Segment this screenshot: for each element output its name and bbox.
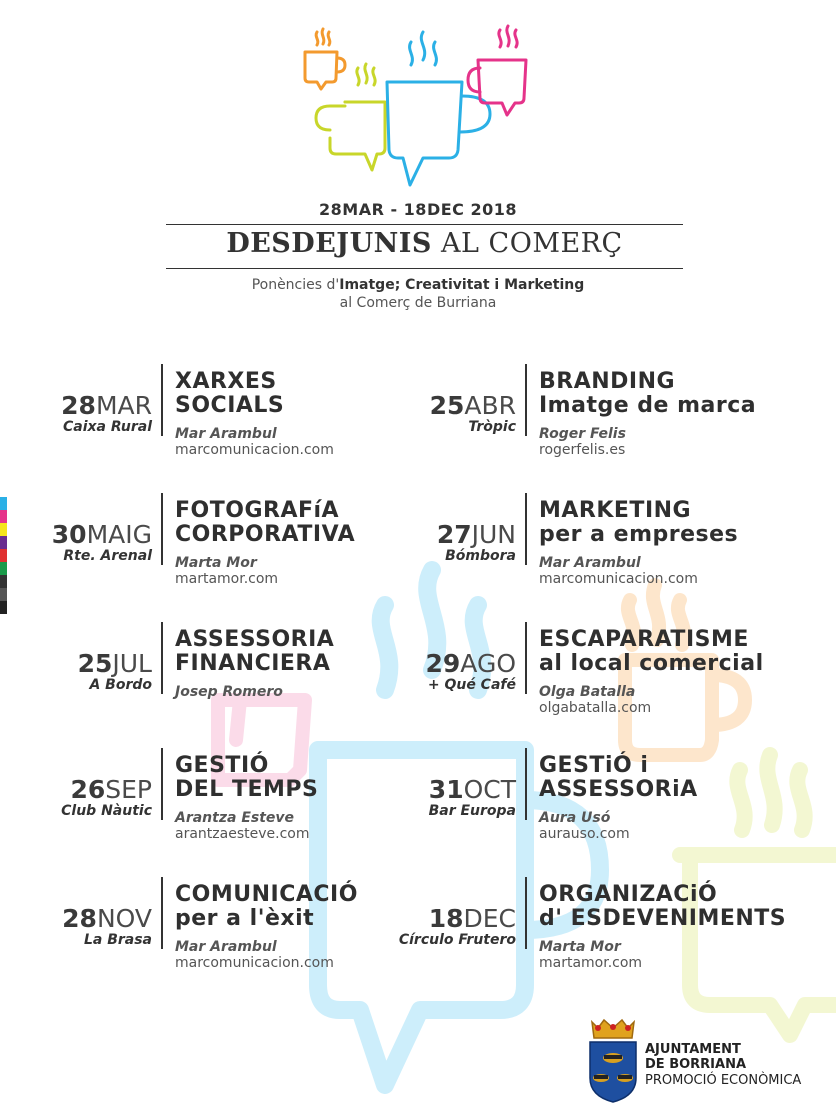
event-title-line: SOCIALS [175,393,285,418]
event-month: DEC [463,904,516,933]
print-color-swatches [0,497,7,614]
event-month: JUN [471,520,516,549]
event-day: 27 [436,520,472,549]
event-divider [525,877,527,949]
event-title-line: CORPORATIVA [175,522,356,547]
event-month: OCT [463,775,516,804]
coffee-cups-logo-icon [290,20,540,190]
event-title [539,628,764,676]
subtitle-bold: Imatge; Creativitat i Marketing [339,277,585,293]
title-bold: DESDEJUNIS [226,228,432,259]
subtitle-line2: al Comerç de Burriana [339,295,497,311]
event-title [539,370,756,418]
event-month: NOV [96,904,152,933]
event-speaker: Aura Usó [539,810,611,826]
event-website[interactable]: martamor.com [175,571,279,587]
event-title-line: d' ESDEVENIMENTS [539,906,787,931]
event-title-line: ESCAPARATISME [539,627,749,652]
title-rule-bottom [166,268,683,269]
event-website[interactable]: olgabatalla.com [539,700,652,716]
event-venue: Bar Europa [428,803,516,819]
event-speaker: Olga Batalla [539,684,636,700]
event-day: 29 [425,649,461,678]
municipality-line: AJUNTAMENT [645,1042,741,1057]
municipality-name [645,1042,746,1072]
event-month: AGO [460,649,516,678]
event-day: 25 [429,391,465,420]
event-divider [525,622,527,694]
event-title-line: per a empreses [539,522,739,547]
event-website[interactable]: arantzaesteve.com [175,826,310,842]
event-website[interactable]: marcomunicacion.com [175,955,334,971]
event-day: 25 [77,649,113,678]
event-speaker: Roger Felis [539,426,626,442]
event-title-line: al local comercial [539,651,764,676]
event-date [364,393,516,419]
event-website[interactable]: martamor.com [539,955,643,971]
event-speaker: Marta Mor [539,939,621,955]
event-day: 26 [70,775,106,804]
coat-of-arms-icon [586,1018,640,1104]
event-title-line: XARXES [175,369,277,394]
event-divider [525,364,527,436]
event-title-line: GESTIÓ [175,753,269,778]
event-speaker: Josep Romero [175,684,283,700]
event-title [175,754,318,802]
event-divider [161,364,163,436]
event-month: JUL [112,649,152,678]
event-date [364,522,516,548]
event-title-line: BRANDING [539,369,676,394]
event-day: 18 [428,904,464,933]
event-title [175,499,355,547]
event-divider [161,748,163,820]
event-date [0,651,152,677]
event-venue: Rte. Arenal [63,548,152,564]
event-date [364,651,516,677]
event-title-line: GESTiÓ i [539,753,649,778]
event-month: MAIG [86,520,152,549]
event-website[interactable]: marcomunicacion.com [539,571,698,587]
event-speaker: Mar Arambul [175,939,277,955]
department-name: PROMOCIÓ ECONÒMICA [645,1073,802,1088]
event-month: ABR [464,391,516,420]
page-title [166,228,683,259]
event-date [0,777,152,803]
event-venue: La Brasa [83,932,152,948]
event-venue: + Qué Café [427,677,516,693]
event-title-line: Imatge de marca [539,393,757,418]
event-day: 31 [428,775,464,804]
event-speaker: Arantza Esteve [175,810,295,826]
event-date [0,906,152,932]
municipality-line: DE BORRIANA [645,1057,747,1072]
event-website[interactable]: aurauso.com [539,826,630,842]
event-dates: 28MAR - 18DEC 2018 [319,200,517,219]
event-day: 30 [51,520,87,549]
event-title-line: DEL TEMPS [175,777,319,802]
event-title-line: FINANCIERA [175,651,331,676]
event-title-line: COMUNICACIÓ [175,882,358,907]
event-title [539,883,786,931]
event-divider [161,877,163,949]
event-date [364,777,516,803]
event-venue: Caixa Rural [62,419,152,435]
event-month: MAR [95,391,152,420]
subtitle [0,276,836,312]
event-website[interactable]: rogerfelis.es [539,442,626,458]
event-title-line: per a l'èxit [175,906,315,931]
event-venue: Tròpic [468,419,516,435]
event-date [364,906,516,932]
event-speaker: Mar Arambul [539,555,641,571]
event-title [539,499,738,547]
event-venue: Bómbora [445,548,516,564]
event-venue: Círculo Frutero [398,932,516,948]
event-title-line: FOTOGRAFíA [175,498,340,523]
event-title [175,628,334,676]
event-title-line: MARKETING [539,498,692,523]
event-divider [525,493,527,565]
event-month: SEP [105,775,152,804]
event-speaker: Mar Arambul [175,426,277,442]
title-rest: AL COMERÇ [431,228,623,259]
event-venue: A Bordo [89,677,152,693]
event-date [0,393,152,419]
event-title [175,883,358,931]
event-divider [525,748,527,820]
event-title-line: ORGANIZACiÓ [539,882,718,907]
event-day: 28 [61,391,96,420]
event-title [539,754,698,802]
event-divider [161,493,163,565]
event-venue: Club Nàutic [61,803,152,819]
event-title-line: ASSESSORiA [539,777,698,802]
event-divider [161,622,163,694]
event-speaker: Marta Mor [175,555,257,571]
event-title [175,370,284,418]
subtitle-prefix: Ponències d' [251,277,340,293]
title-rule-top [166,224,683,225]
event-title-line: ASSESSORIA [175,627,335,652]
event-website[interactable]: marcomunicacion.com [175,442,334,458]
event-day: 28 [62,904,97,933]
event-date [0,522,152,548]
